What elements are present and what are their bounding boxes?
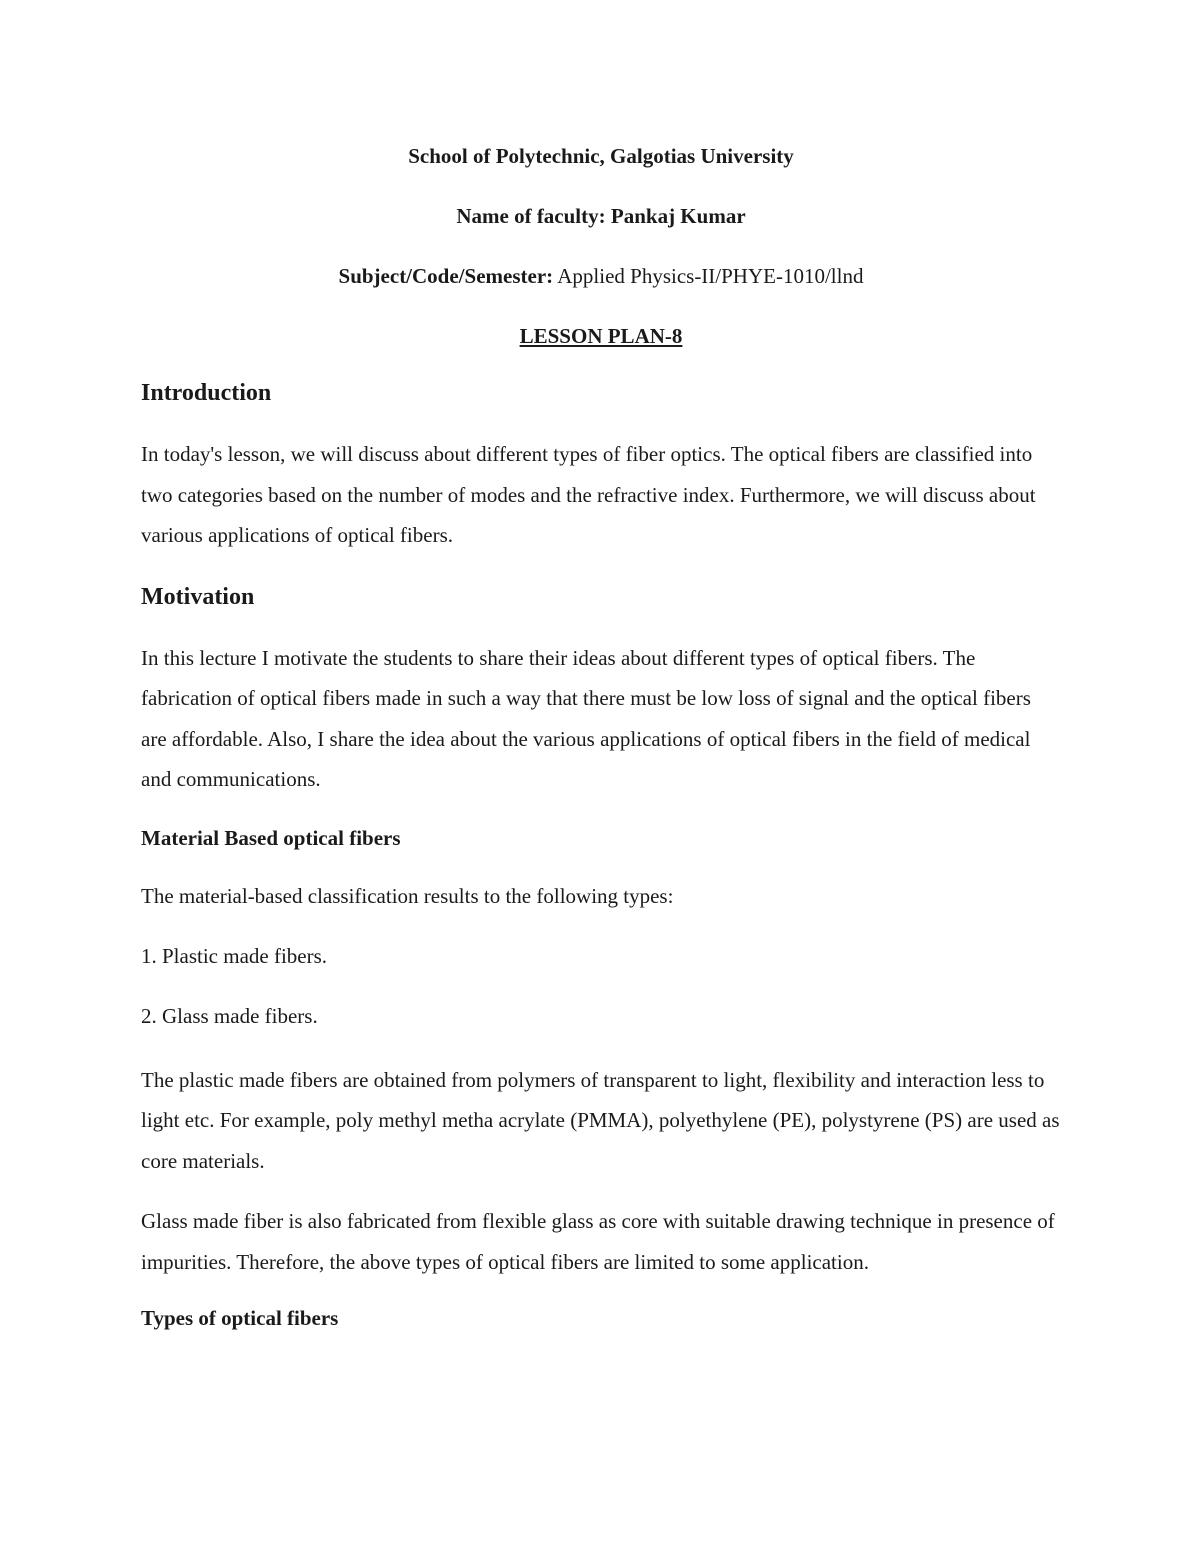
material-heading: Material Based optical fibers <box>141 825 401 850</box>
introduction-heading: Introduction <box>141 380 272 406</box>
subject-label: Subject/Code/Semester: <box>338 264 554 288</box>
list-item-plastic: 1. Plastic made fibers. <box>141 943 328 968</box>
list-item-glass: 2. Glass made fibers. <box>141 1003 318 1028</box>
types-heading: Types of optical fibers <box>141 1306 339 1330</box>
motivation-heading: Motivation <box>141 583 255 610</box>
plastic-paragraph: The plastic made fibers are obtained from polymers of transparent to light, flexibility and interaction less to light etc. For example, poly methyl metha acrylate (PMMA), polyethylene (PE), polystyrene (PS) are used as core materials. <box>141 1067 1060 1173</box>
lesson-title: LESSON PLAN-8 <box>519 324 683 348</box>
subject-value: Applied Physics-II/PHYE-1010/llnd <box>553 264 864 288</box>
glass-paragraph: Glass made fiber is also fabricated from flexible glass as core with suitable drawing technique in presence of impurities. Therefore, the above types of optical fibers are limited to some application. <box>141 1209 1055 1274</box>
school-name: School of Polytechnic, Galgotias University <box>408 144 794 168</box>
motivation-paragraph: In this lecture I motivate the students to share their ideas about different types of optical fibers. The fabrication of optical fibers made in such a way that there must be low loss of signal and the optical fibers are affordable. Also, I share the idea about the various applications of optical fibers in the field of medical and communications. <box>141 645 1031 791</box>
introduction-paragraph: In today's lesson, we will discuss about different types of fiber optics. The optical fibers are classified into two categories based on the number of modes and the refractive index. Furthermore, we will discuss about various applications of optical fibers. <box>141 442 1036 547</box>
faculty-name: Name of faculty: Pankaj Kumar <box>456 204 746 228</box>
document-content <box>141 140 1061 1360</box>
material-intro: The material-based classification results to the following types: <box>141 883 674 908</box>
subject-line <box>141 260 1061 292</box>
